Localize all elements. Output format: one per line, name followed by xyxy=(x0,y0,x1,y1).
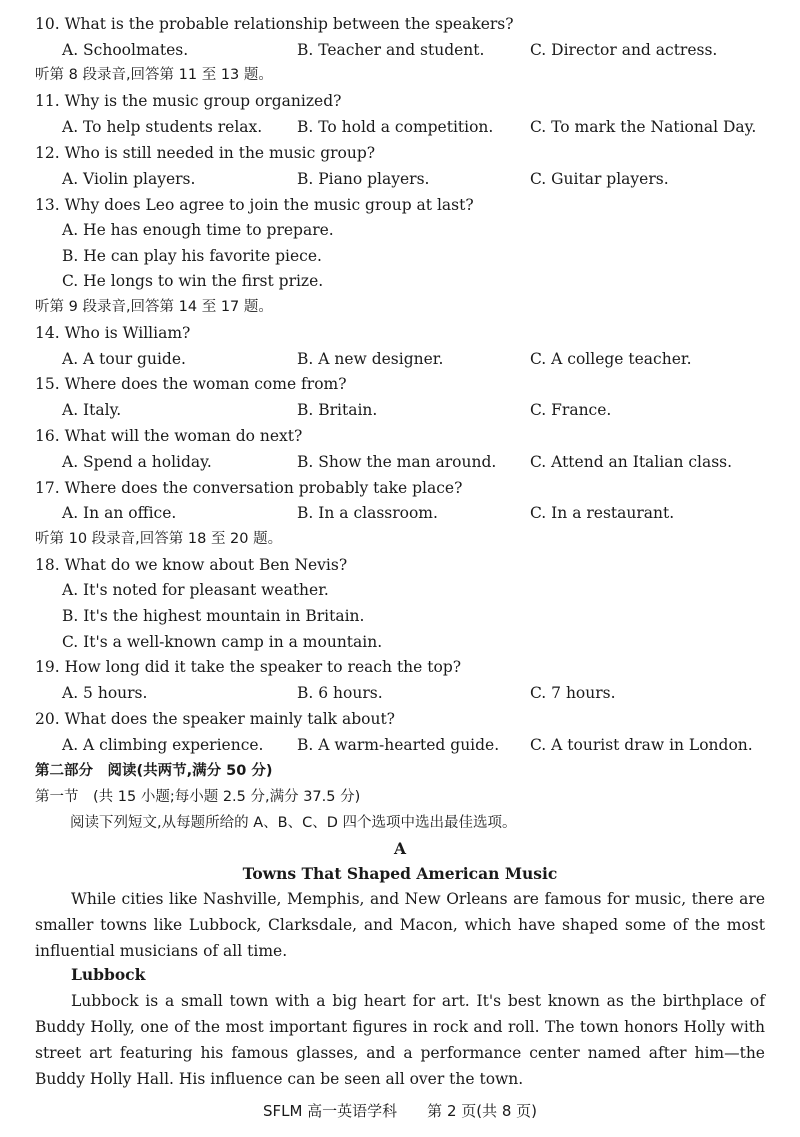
option-14c: C. A college teacher. xyxy=(530,350,692,368)
option-20a: A. A climbing experience. xyxy=(62,736,264,754)
option-15c: C. France. xyxy=(530,401,612,419)
question-19: 19. How long did it take the speaker to reach the top? xyxy=(35,658,462,676)
paragraph-lubbock xyxy=(35,988,765,1092)
option-13b: B. He can play his favorite piece. xyxy=(62,247,322,265)
section-10-instruction: 听第 10 段录音,回答第 18 至 20 题。 xyxy=(35,531,283,547)
option-10a: A. Schoolmates. xyxy=(62,41,189,59)
option-11a: A. To help students relax. xyxy=(62,118,263,136)
subheading-lubbock: Lubbock xyxy=(71,965,146,984)
question-17: 17. Where does the conversation probably take place? xyxy=(35,479,463,497)
reading-instruction: 阅读下列短文,从每题所给的 A、B、C、D 四个选项中选出最佳选项。 xyxy=(70,815,517,831)
option-14a: A. A tour guide. xyxy=(62,350,186,368)
option-14b: B. A new designer. xyxy=(297,350,444,368)
passage-letter: A xyxy=(393,839,407,858)
section-1-heading: 第一节 (共 15 小题;每小题 2.5 分,满分 37.5 分) xyxy=(35,789,361,805)
option-13a: A. He has enough time to prepare. xyxy=(62,221,334,239)
question-18: 18. What do we know about Ben Nevis? xyxy=(35,556,348,574)
option-20b: B. A warm-hearted guide. xyxy=(297,736,500,754)
paragraph-lubbock-text: Lubbock is a small town with a big heart for art. It's best known as the birthplace of Buddy Holly, one of the most important figures in rock and roll. The town honors Holly with street art featuring his famous glasses, and a performance center named after him—the Buddy Holly Hall. His influence can be seen all over the town. xyxy=(35,992,765,1088)
option-17c: C. In a restaurant. xyxy=(530,504,675,522)
option-10b: B. Teacher and student. xyxy=(297,41,485,59)
option-18b: B. It's the highest mountain in Britain. xyxy=(62,607,365,625)
paragraph-intro-text: While cities like Nashville, Memphis, and New Orleans are famous for music, there are smaller towns like Lubbock, Clarksdale, and Macon, which have shaped some of the most influential musicians of all time. xyxy=(35,890,765,960)
option-12a: A. Violin players. xyxy=(62,170,196,188)
question-20: 20. What does the speaker mainly talk about? xyxy=(35,710,395,728)
paragraph-intro xyxy=(35,886,765,964)
question-10: 10. What is the probable relationship between the speakers? xyxy=(35,15,514,33)
option-20c: C. A tourist draw in London. xyxy=(530,736,753,754)
option-15b: B. Britain. xyxy=(297,401,378,419)
option-15a: A. Italy. xyxy=(62,401,122,419)
question-13: 13. Why does Leo agree to join the music group at last? xyxy=(35,196,474,214)
option-19b: B. 6 hours. xyxy=(297,684,383,702)
option-13c: C. He longs to win the first prize. xyxy=(62,272,324,290)
page-footer: SFLM 高一英语学科 第 2 页(共 8 页) xyxy=(262,1102,538,1120)
option-12b: B. Piano players. xyxy=(297,170,430,188)
option-12c: C. Guitar players. xyxy=(530,170,669,188)
section-9-instruction: 听第 9 段录音,回答第 14 至 17 题。 xyxy=(35,299,273,315)
question-16: 16. What will the woman do next? xyxy=(35,427,303,445)
question-15: 15. Where does the woman come from? xyxy=(35,375,347,393)
question-11: 11. Why is the music group organized? xyxy=(35,92,342,110)
option-18c: C. It's a well-known camp in a mountain. xyxy=(62,633,383,651)
question-14: 14. Who is William? xyxy=(35,324,191,342)
part-2-heading: 第二部分 阅读(共两节,满分 50 分) xyxy=(35,763,273,779)
option-17b: B. In a classroom. xyxy=(297,504,438,522)
option-16b: B. Show the man around. xyxy=(297,453,497,471)
option-16a: A. Spend a holiday. xyxy=(62,453,212,471)
option-10c: C. Director and actress. xyxy=(530,41,718,59)
passage-title: Towns That Shaped American Music xyxy=(242,864,558,883)
option-11c: C. To mark the National Day. xyxy=(530,118,757,136)
option-11b: B. To hold a competition. xyxy=(297,118,494,136)
option-16c: C. Attend an Italian class. xyxy=(530,453,733,471)
option-17a: A. In an office. xyxy=(62,504,177,522)
section-8-instruction: 听第 8 段录音,回答第 11 至 13 题。 xyxy=(35,67,273,83)
option-19a: A. 5 hours. xyxy=(62,684,148,702)
option-18a: A. It's noted for pleasant weather. xyxy=(62,581,329,599)
option-19c: C. 7 hours. xyxy=(530,684,616,702)
question-12: 12. Who is still needed in the music group? xyxy=(35,144,376,162)
